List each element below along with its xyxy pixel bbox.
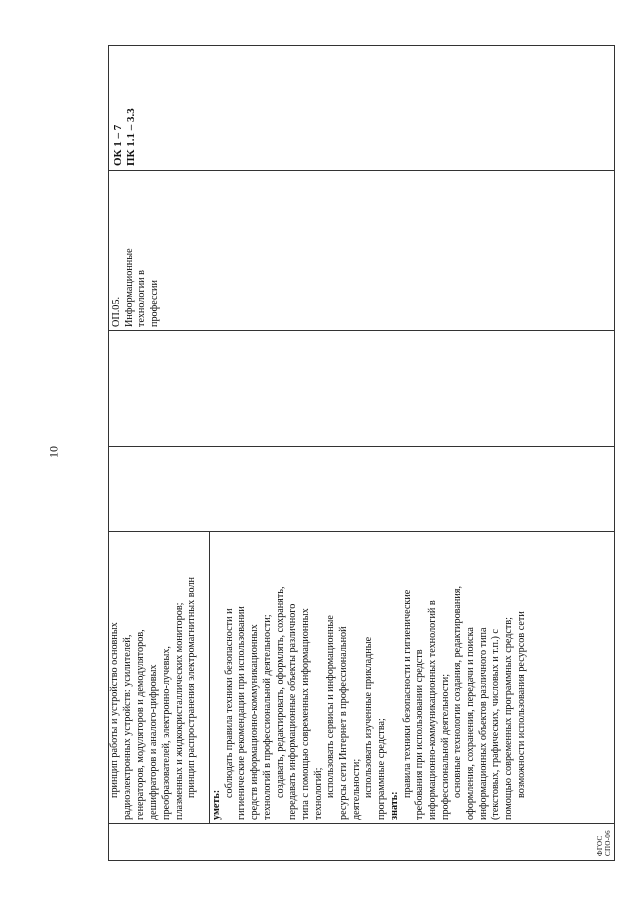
text-line: соблюдать правила техники безопасности и <box>223 608 235 798</box>
text-line: помощью современных программных средств; <box>503 616 515 820</box>
program-table <box>108 45 615 861</box>
discipline-name-line: Информационные <box>123 248 135 327</box>
general-competences: ОК 1 – 7 <box>112 124 124 166</box>
discipline-name-cell <box>109 171 615 331</box>
knowledge-heading: знать: <box>388 791 400 820</box>
text-line: гигиенические рекомендации при использовании <box>236 606 248 820</box>
text-line: плазменных и жидкокристаллических мониторов; <box>173 602 185 820</box>
text-line: преобразователей, электронно-лучевых, <box>160 646 172 820</box>
hours-total-cell <box>109 447 615 532</box>
rotated-table <box>108 46 615 861</box>
text-line: принцип распространения электромагнитных волн <box>186 577 198 798</box>
text-line: оформления, сохранения, передачи и поиска <box>465 627 477 820</box>
text-line: технологий в профессиональной деятельности; <box>261 614 273 820</box>
text-line: информационных объектов различного типа <box>477 627 489 820</box>
description-cell <box>109 532 615 824</box>
text-line: принцип работы и устройство основных <box>109 622 120 798</box>
text-line: (текстовых, графических, числовых и т.п.) с <box>490 629 502 820</box>
competences-cell <box>109 46 615 171</box>
text-line: требования при использовании средств <box>414 649 426 820</box>
text-line: дешифраторов и аналого-цифровых <box>147 664 159 820</box>
table-row <box>109 46 615 861</box>
footer-code: ФГОС СПО-06 <box>596 830 612 856</box>
discipline-name-line: профессии <box>149 280 161 327</box>
text-line: использовать сервисы и информационные <box>325 615 337 798</box>
text-line: ресурсы сети Интернет в профессиональной <box>338 626 350 820</box>
text-line: основные технологии создания, редактирования, <box>452 585 464 798</box>
skills-heading: уметь: <box>211 789 222 820</box>
text-line: генераторов, модуляторов и демодуляторов, <box>134 629 146 820</box>
index-cell <box>109 824 615 861</box>
text-line: использовать изученные прикладные <box>363 636 375 798</box>
rotated-table-frame <box>108 46 615 861</box>
text-line: технологий; <box>312 767 324 820</box>
discipline-code: ОП.05. <box>111 297 122 327</box>
text-line: возможности использования ресурсов сети <box>515 611 527 798</box>
text-line: правила техники безопасности и гигиенические <box>401 589 413 798</box>
professional-competences: ПК 1.1 – 3.3 <box>125 108 137 166</box>
text-line: информационно-коммуникационных технологий в <box>426 600 438 820</box>
text-line: радиоэлектронных устройств: усилителей, <box>121 634 133 820</box>
text-line: деятельности; <box>350 758 362 820</box>
text-line: программные средства; <box>376 718 388 820</box>
previous-row-knowledge <box>109 532 210 823</box>
hours-mandatory-cell <box>109 331 615 447</box>
page-number: 10 <box>46 446 61 458</box>
text-line: передавать информационные объекты различного <box>287 603 299 820</box>
text-line: профессиональной деятельности; <box>439 673 451 820</box>
text-line: средств информационно-коммуникационных <box>249 624 261 820</box>
discipline-name-line: технологии в <box>136 270 148 327</box>
text-line: создавать, редактировать, оформлять, сохранять, <box>274 586 286 798</box>
text-line: типа с помощью современных информационных <box>299 608 311 820</box>
skills-knowledge-text <box>210 532 614 823</box>
